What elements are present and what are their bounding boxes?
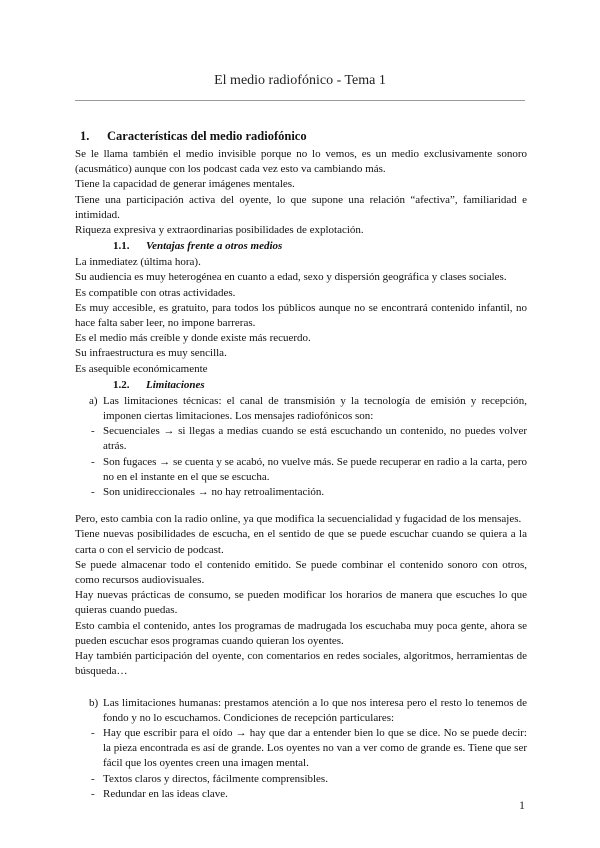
bullet-marker: - — [91, 772, 95, 785]
paragraph: Su infraestructura es muy sencilla. — [75, 347, 227, 360]
header-divider — [75, 100, 525, 101]
bullet-item — [75, 726, 527, 772]
bullet-item — [75, 424, 527, 454]
bullet-marker: - — [91, 787, 95, 800]
paragraph: Tiene la capacidad de generar imágenes mentales. — [75, 178, 295, 191]
list-marker: a) — [89, 394, 98, 407]
paragraph: Su audiencia es muy heterogénea en cuanto a edad, sexo y dispersión geográfica y clases sociales. — [75, 271, 507, 284]
subsection-title: Limitaciones — [146, 378, 205, 391]
list-item-text: Las limitaciones humanas: prestamos atención a lo que nos interesa pero el resto lo tenemos de fondo y no lo escuchamos. Condiciones de recepción particulares: — [103, 696, 527, 724]
section-number: 1. — [80, 129, 90, 143]
subsection-heading — [75, 239, 527, 253]
subsection-title: Ventajas frente a otros medios — [146, 240, 283, 253]
subsection-heading — [75, 378, 527, 392]
bullet-text: Textos claros y directos, fácilmente comprensibles. — [103, 772, 328, 785]
paragraph: Hay nuevas prácticas de consumo, se pueden modificar los horarios de manera que escuches lo que quieras cuando puedas. — [75, 589, 527, 617]
paragraph: Hay también participación del oyente, con comentarios en redes sociales, algoritmos, herramientas de búsqueda… — [75, 650, 527, 678]
paragraph: Riqueza expresiva y extraordinarias posibilidades de explotación. — [75, 224, 364, 237]
page-title: El medio radiofónico - Tema 1 — [214, 73, 386, 88]
subsection-number: 1.1. — [113, 240, 130, 253]
bullet-item — [75, 485, 527, 500]
paragraph: Se le llama también el medio invisible porque no lo vemos, es un medio exclusivamente sonoro (acusmático) aunque con los podcast cada vez esto va cambiando más. — [75, 148, 527, 176]
lettered-list-item — [75, 394, 527, 424]
paragraph: Se puede almacenar todo el contenido emitido. Se puede combinar el contenido sonoro con otros, como recursos audiovisuales. — [75, 558, 527, 587]
paragraph: Pero, esto cambia con la radio online, ya que modifica la secuencialidad y fugacidad de los mensajes. — [75, 513, 522, 526]
bullet-marker: - — [91, 486, 95, 499]
list-marker: b) — [89, 696, 99, 709]
page-number: 1 — [519, 798, 525, 812]
lettered-list-item — [75, 696, 527, 726]
bullet-marker: - — [91, 726, 95, 739]
bullet-item — [75, 787, 527, 802]
bullet-text: Secuenciales → si llegas a medias cuando se está escuchando un contenido, no puedes volver atrás. — [103, 425, 527, 453]
paragraph: Es asequible económicamente — [75, 362, 208, 375]
section-title: Características del medio radiofónico — [107, 129, 307, 143]
paragraph: Tiene una participación activa del oyente, lo que supone una relación “afectiva”, familiaridad e intimidad. — [75, 193, 527, 221]
paragraph: La inmediatez (última hora). — [75, 256, 201, 269]
paragraph: Es compatible con otras actividades. — [75, 286, 236, 299]
subsection-number: 1.2. — [113, 378, 130, 391]
paragraph: Es el medio más creíble y donde existe más recuerdo. — [75, 332, 311, 345]
bullet-item — [75, 455, 527, 485]
paragraph: Tiene nuevas posibilidades de escucha, en el sentido de que se puede escuchar cuando se quiera a la carta o con el servicio de podcast. — [75, 528, 527, 556]
paragraph: Esto cambia el contenido, antes los programas de madrugada los escuchaba muy poca gente, ahora se pueden escuchar esos programas cuando quieran los oyentes. — [75, 619, 527, 647]
spacer — [75, 680, 527, 696]
bullet-marker: - — [91, 425, 95, 438]
spacer — [75, 500, 527, 512]
bullet-text: Son fugaces → se cuenta y se acabó, no vuelve más. Se puede recuperar en radio a la carta, pero no en el instante en el que se escucha. — [103, 455, 527, 483]
document-body — [75, 129, 527, 802]
list-item-text: Las limitaciones técnicas: el canal de transmisión y la tecnología de emisión y recepción, imponen ciertas limitaciones. Los mensajes radiofónicos son: — [103, 394, 527, 423]
section-heading — [75, 129, 527, 144]
bullet-marker: - — [91, 455, 95, 468]
bullet-text: Hay que escribir para el oído → hay que dar a entender bien lo que se dice. No se puede decir: la pieza encontrada es así de grande. Los oyentes no van a ver como de grande es. Tiene que ser fácil que los oyentes creen una imagen mental. — [103, 726, 527, 770]
paragraph: Es muy accesible, es gratuito, para todos los públicos aunque no se encontrará contenido infantil, no hace falta saber leer, no impone barreras. — [75, 301, 527, 330]
bullet-text: Son unidireccionales → no hay retroalimentación. — [103, 486, 325, 499]
bullet-item — [75, 772, 527, 787]
bullet-text: Redundar en las ideas clave. — [103, 787, 228, 800]
